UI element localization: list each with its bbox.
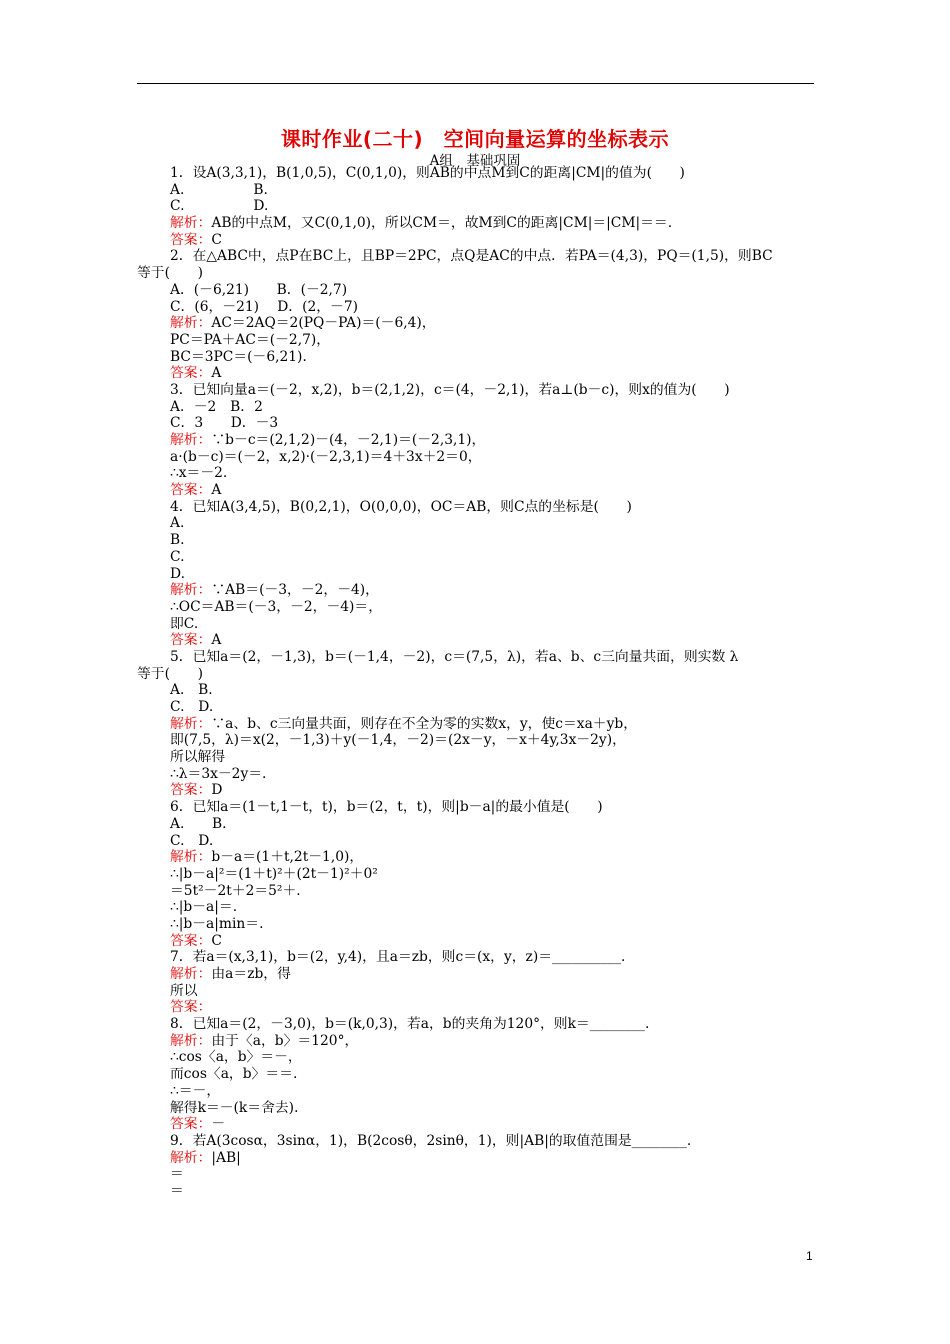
- line-text: A. B.: [170, 682, 213, 699]
- line-text: 即C.: [170, 615, 199, 632]
- line-text: ∴cos〈a，b〉＝－，: [170, 1049, 302, 1066]
- line-text: B.: [170, 532, 185, 549]
- text-line: [170, 1066, 818, 1083]
- text-line: [170, 1116, 818, 1133]
- text-line: [170, 499, 818, 516]
- line-text: 解得k＝－(k＝舍去)．: [170, 1099, 308, 1116]
- text-line: [170, 732, 818, 749]
- text-line: [170, 532, 818, 549]
- text-line: [170, 282, 818, 299]
- text-line: [170, 399, 818, 416]
- text-line: [170, 766, 818, 783]
- text-line: [170, 999, 818, 1016]
- line-text: ∵b－c＝(2,1,2)－(4，－2,1)＝(－2,3,1)，: [211, 432, 486, 448]
- solution-label: 答案：: [170, 482, 212, 499]
- solution-label: 解析：: [170, 1032, 212, 1049]
- document-body: [137, 165, 818, 1200]
- text-line: [170, 849, 818, 866]
- text-line: [170, 1100, 818, 1117]
- text-line: [170, 682, 818, 699]
- text-line: [170, 299, 818, 316]
- line-text: 7．若a＝(x,3,1)，b＝(2，y,4)，且a＝zb，则c＝(x，y，z)＝__________.: [170, 949, 626, 966]
- text-line: [170, 949, 818, 966]
- text-line: [137, 666, 818, 683]
- line-text: AC＝2AQ＝2(PQ－PA)＝(－6,4)，: [211, 315, 436, 332]
- line-text: 6．已知a＝(1－t,1－t，t)，b＝(2，t，t)，则|b－a|的最小值是( ): [170, 799, 603, 816]
- line-text: 3．已知向量a＝(－2，x,2)，b＝(2,1,2)，c＝(4，－2,1)，若a⊥(b－c)，则x的值为( ): [170, 381, 730, 398]
- text-line: [170, 465, 818, 482]
- text-line: [170, 699, 818, 716]
- line-text: 1．设A(3,3,1)，B(1,0,5)，C(0,1,0)，则AB的中点M到C的距离|CM|的值为( ): [170, 165, 685, 181]
- line-text: ＝5t²－2t＋2＝5²＋.: [170, 882, 301, 899]
- text-line: [170, 799, 818, 816]
- solution-label: 答案：: [170, 632, 212, 649]
- line-text: D.: [170, 565, 185, 582]
- page-number: 1: [806, 1249, 813, 1263]
- text-line: [170, 749, 818, 766]
- text-line: [170, 1133, 818, 1150]
- line-text: ∴|b－a|min＝.: [170, 915, 264, 932]
- solution-label: 答案：: [170, 999, 212, 1016]
- text-line: [170, 899, 818, 916]
- text-line: [170, 215, 818, 232]
- text-line: [170, 549, 818, 566]
- text-line: [170, 332, 818, 349]
- solution-label: 解析：: [170, 582, 212, 599]
- line-text: A. B.: [170, 181, 268, 198]
- text-line: [170, 566, 818, 583]
- text-line: [170, 1049, 818, 1066]
- line-text: ∴|b－a|²＝(1＋t)²＋(2t－1)²＋0²: [170, 865, 378, 882]
- solution-label: 解析：: [170, 215, 212, 232]
- text-line: [170, 1150, 818, 1167]
- text-line: [170, 315, 818, 332]
- text-line: [170, 983, 818, 1000]
- line-text: C．(6，－21) D．(2，－7): [170, 298, 359, 315]
- line-text: 9．若A(3cosα，3sinα，1)，B(2cosθ，2sinθ，1)，则|AB|的取值范围是________.: [170, 1132, 692, 1149]
- line-text: AB的中点M，又C(0,1,0)，所以CM＝，故M到C的距离|CM|＝|CM|＝＝.: [211, 215, 673, 232]
- line-text: 由a＝zb，得: [211, 966, 291, 982]
- text-line: [170, 165, 818, 182]
- solution-label: 解析：: [170, 432, 212, 448]
- text-line: [170, 349, 818, 366]
- line-text: 4．已知A(3,4,5)，B(0,2,1)，O(0,0,0)，OC＝AB，则C点的坐标是( ): [170, 498, 632, 515]
- solution-label: 答案：: [170, 1116, 212, 1133]
- line-text: A: [211, 365, 222, 382]
- line-text: 等于( ): [137, 265, 203, 282]
- line-text: C: [211, 231, 222, 248]
- text-line: [170, 916, 818, 933]
- line-text: A: [211, 482, 222, 499]
- text-line: [170, 1166, 818, 1183]
- solution-label: 答案：: [170, 231, 212, 248]
- text-line: [170, 833, 818, 850]
- line-text: PC＝PA＋AC＝(－2,7)，: [170, 331, 331, 348]
- line-text: 8．已知a＝(2，－3,0)，b＝(k,0,3)，若a，b的夹角为120°，则k＝________.: [170, 1016, 650, 1033]
- line-text: A.: [170, 515, 185, 532]
- solution-label: 解析：: [170, 849, 212, 866]
- line-text: 等于( ): [137, 665, 203, 682]
- text-line: [170, 365, 818, 382]
- line-text: ∵AB＝(－3，－2，－4)，: [211, 582, 379, 599]
- text-line: [137, 265, 818, 282]
- line-text: 所以: [170, 982, 198, 999]
- line-text: A．－2 B．2: [170, 398, 263, 415]
- text-line: [170, 1183, 818, 1200]
- text-line: [170, 649, 818, 666]
- line-text: 所以解得: [170, 749, 226, 766]
- solution-label: 答案：: [170, 365, 212, 382]
- text-line: [170, 449, 818, 466]
- line-text: ∴λ＝3x－2y＝.: [170, 765, 267, 782]
- text-line: [170, 1016, 818, 1033]
- line-text: 2．在△ABC中，点P在BC上，且BP＝2PC，点Q是AC的中点．若PA＝(4,3)，PQ＝(1,5)，则BC: [170, 248, 773, 265]
- line-text: 而cos〈a，b〉＝＝.: [170, 1066, 298, 1083]
- line-text: 由于〈a，b〉＝120°，: [211, 1032, 359, 1049]
- text-line: [170, 232, 818, 249]
- line-text: －: [211, 1116, 226, 1133]
- section-heading: A组 基础巩固: [429, 153, 521, 169]
- text-line: [170, 599, 818, 616]
- line-text: C. D.: [170, 198, 269, 215]
- line-text: A. B.: [170, 815, 227, 832]
- text-line: [170, 432, 818, 449]
- line-text: ＝: [170, 1182, 184, 1199]
- line-text: D: [211, 782, 223, 799]
- line-text: |AB|: [211, 1149, 241, 1166]
- solution-label: 解析：: [170, 966, 212, 982]
- header-rule: [137, 83, 814, 84]
- line-text: 5．已知a＝(2，－1,3)，b＝(－1,4，－2)，c＝(7,5，λ)，若a、b、c三向量共面，则实数 λ: [170, 648, 739, 665]
- line-text: ∴OC＝AB＝(－3，－2，－4)＝，: [170, 598, 383, 615]
- text-line: [170, 716, 818, 733]
- line-text: 即(7,5，λ)＝x(2，－1,3)＋y(－1,4，－2)＝(2x－y，－x＋4y,3x－2y)，: [170, 732, 626, 749]
- text-line: [170, 182, 818, 199]
- line-text: C. D.: [170, 832, 214, 849]
- line-text: ∴|b－a|＝.: [170, 899, 238, 916]
- line-text: a·(b－c)＝(－2，x,2)·(－2,3,1)＝4＋3x＋2＝0，: [170, 448, 482, 465]
- line-text: ＝: [170, 1166, 184, 1183]
- text-line: [170, 515, 818, 532]
- text-line: [170, 1033, 818, 1050]
- text-line: [170, 1083, 818, 1100]
- line-text: C.: [170, 548, 185, 565]
- text-line: [170, 883, 818, 900]
- text-line: [170, 866, 818, 883]
- line-text: C．3 D．－3: [170, 415, 279, 432]
- text-line: [170, 933, 818, 950]
- text-line: [170, 382, 818, 399]
- text-line: [170, 198, 818, 215]
- line-text: C. D.: [170, 699, 214, 715]
- line-text: b－a＝(1＋t,2t－1,0)，: [211, 849, 364, 866]
- text-line: [170, 782, 818, 799]
- text-line: [170, 248, 818, 265]
- solution-label: 解析：: [170, 1149, 212, 1166]
- line-text: ∴＝－，: [170, 1082, 221, 1099]
- solution-label: 答案：: [170, 932, 212, 949]
- text-line: [170, 582, 818, 599]
- line-text: ∵a、b、c三向量共面，则存在不全为零的实数x，y，使c＝xa＋yb，: [211, 715, 638, 732]
- text-line: [170, 616, 818, 633]
- solution-label: 解析：: [170, 315, 212, 332]
- line-text: C: [211, 932, 222, 949]
- line-text: BC＝3PC＝(－6,21)．: [170, 348, 317, 365]
- text-line: [170, 415, 818, 432]
- line-text: A．(－6,21) B．(－2,7): [170, 281, 348, 298]
- text-line: [170, 632, 818, 649]
- page-title: 课时作业(二十) 空间向量运算的坐标表示: [280, 127, 670, 151]
- line-text: A: [211, 632, 222, 649]
- text-line: [170, 482, 818, 499]
- text-line: [170, 966, 818, 983]
- solution-label: 答案：: [170, 782, 212, 799]
- text-line: [170, 816, 818, 833]
- solution-label: 解析：: [170, 715, 212, 732]
- line-text: ∴x＝－2.: [170, 465, 228, 482]
